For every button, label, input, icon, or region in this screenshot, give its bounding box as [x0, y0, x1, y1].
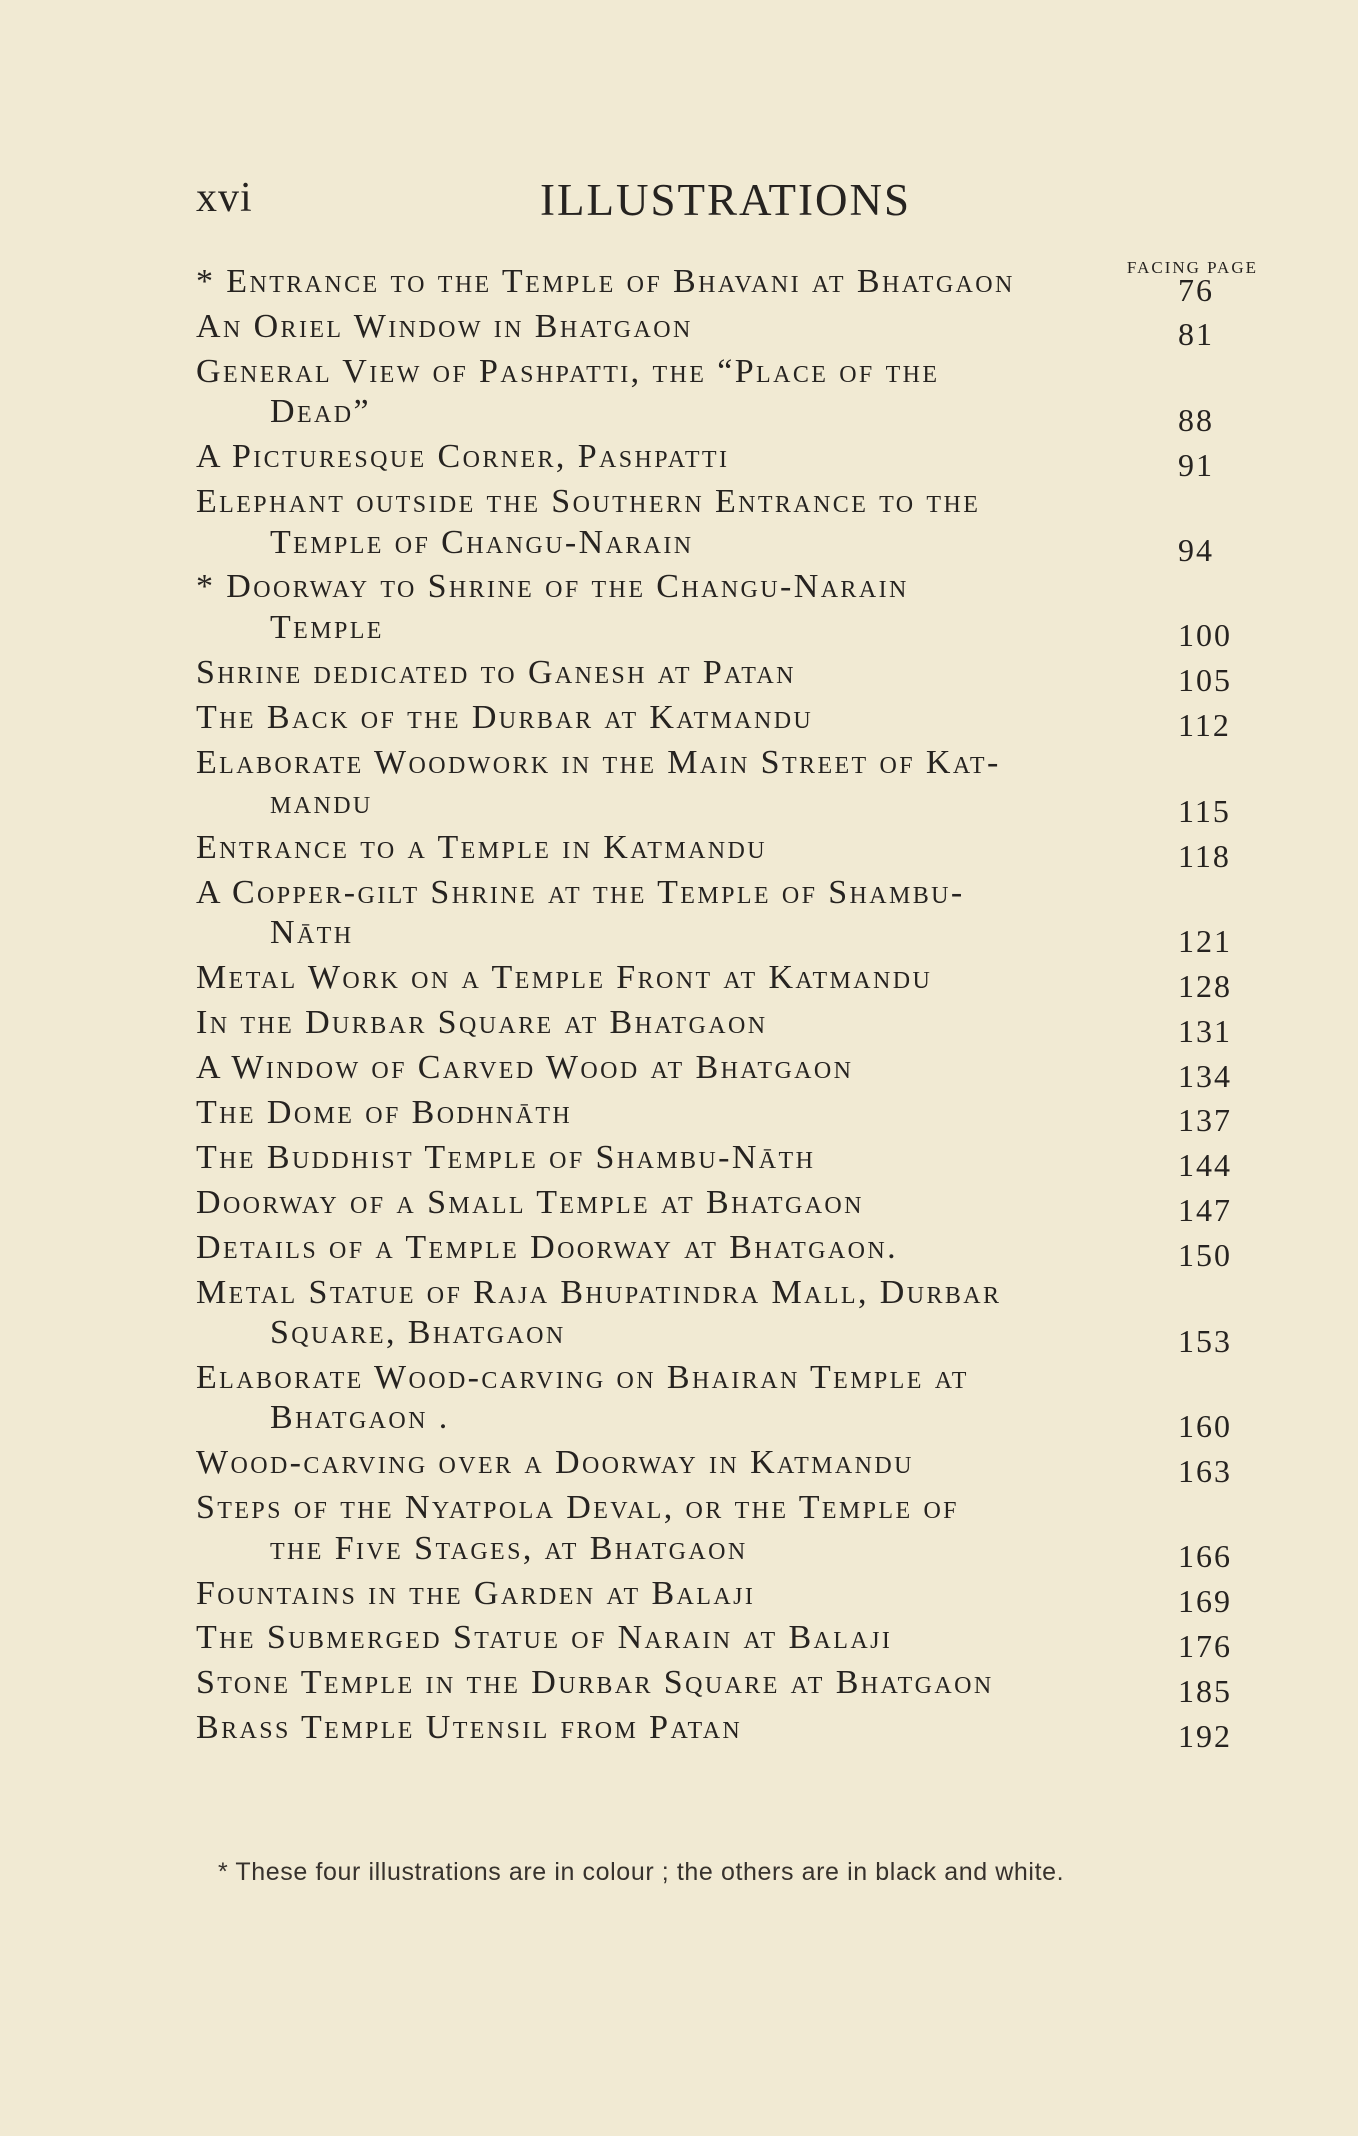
facing-page-number: 112: [1178, 707, 1231, 744]
page-title: ILLUSTRATIONS: [540, 175, 911, 225]
facing-page-number: 137: [1178, 1102, 1232, 1139]
entry-title-text: Elephant outside the Southern Entrance to the: [196, 483, 981, 521]
illustration-entry: [196, 352, 1258, 438]
entry-title-text: The Buddhist Temple of Shambu-Nāth: [196, 1138, 816, 1176]
entry-title-text: Nāth: [270, 914, 354, 952]
entry-line: [196, 1183, 1168, 1224]
entry-title-text: The Submerged Statue of Narain at Balaji: [196, 1619, 893, 1657]
entry-title-text: Metal Statue of Raja Bhupatindra Mall, Durbar: [196, 1273, 1002, 1311]
facing-page-number: 147: [1178, 1192, 1232, 1229]
entry-title-text: Dead”: [270, 393, 371, 431]
facing-page-number: 166: [1178, 1538, 1232, 1575]
facing-page-number: 100: [1178, 617, 1232, 654]
entry-title-text: * Entrance to the Temple of Bhavani at Bhatgaon: [196, 263, 1015, 300]
illustration-entry: [196, 262, 1258, 308]
entry-line: [196, 1358, 1168, 1399]
illustration-entry: [196, 1663, 1258, 1709]
entry-title-text: Doorway of a Small Temple at Bhatgaon: [196, 1183, 864, 1221]
entry-line: [196, 608, 1242, 649]
illustration-entry: [196, 1443, 1258, 1489]
entry-title-text: Temple of Changu-Narain: [270, 523, 694, 561]
page-header: [196, 174, 1258, 234]
illustrations-list: [196, 262, 1258, 1753]
facing-page-number: 121: [1178, 922, 1232, 959]
entry-line: [196, 262, 1168, 303]
entry-title-text: A Window of Carved Wood at Bhatgaon: [196, 1049, 854, 1087]
entry-title-text: Temple: [270, 608, 384, 646]
entry-title-text: Entrance to a Temple in Katmandu: [196, 829, 767, 867]
facing-page-number: 115: [1178, 792, 1231, 829]
entry-line: [196, 1003, 1168, 1044]
facing-page-number: 76: [1178, 271, 1214, 308]
entry-title-text: Steps of the Nyatpola Deval, or the Temple of: [196, 1489, 959, 1527]
entry-title-text: An Oriel Window in Bhatgaon: [196, 307, 693, 345]
entry-line: [196, 1273, 1168, 1314]
entry-title-text: A Copper-gilt Shrine at the Temple of Shambu-: [196, 873, 965, 911]
entry-line: [196, 1048, 1168, 1089]
illustration-entry: [196, 1618, 1258, 1664]
illustration-entry: [196, 698, 1258, 744]
illustration-entry: [196, 1138, 1258, 1184]
entry-title-text: Elaborate Woodwork in the Main Street of Kat-: [196, 743, 1001, 781]
illustration-entry: [196, 437, 1258, 483]
entry-line: [196, 1708, 1168, 1749]
entry-title-text: mandu: [270, 784, 373, 822]
facing-page-number: 150: [1178, 1237, 1232, 1274]
entry-line: [196, 783, 1242, 824]
entry-title-text: Bhatgaon .: [270, 1399, 450, 1437]
illustration-entry: [196, 1093, 1258, 1139]
entry-title-text: Fountains in the Garden at Balaji: [196, 1574, 756, 1612]
illustration-entry: [196, 307, 1258, 353]
entry-line: [196, 1663, 1168, 1704]
entry-line: [196, 1574, 1168, 1615]
footnote: * These four illustrations are in colour ; the others are in black and white.: [218, 1858, 1065, 1886]
facing-page-number: 128: [1178, 967, 1232, 1004]
entry-line: [196, 1618, 1168, 1659]
entry-line: [196, 828, 1168, 869]
entry-title-text: Elaborate Wood-carving on Bhairan Temple at: [196, 1358, 969, 1396]
entry-title-text: Brass Temple Utensil from Patan: [196, 1709, 743, 1747]
entry-title-text: Shrine dedicated to Ganesh at Patan: [196, 653, 796, 691]
illustration-entry: [196, 1708, 1258, 1754]
facing-page-number: 134: [1178, 1057, 1232, 1094]
entry-line: [196, 482, 1168, 523]
entry-line: [196, 1529, 1242, 1570]
facing-page-number: 160: [1178, 1407, 1232, 1444]
illustration-entry: [196, 1574, 1258, 1620]
illustration-entry: [196, 828, 1258, 874]
entry-title-text: Wood-carving over a Doorway in Katmandu: [196, 1444, 914, 1482]
illustration-entry: [196, 1003, 1258, 1049]
entry-line: [196, 698, 1168, 739]
entry-title-text: Metal Work on a Temple Front at Katmandu: [196, 959, 933, 997]
facing-page-number: 94: [1178, 532, 1214, 569]
entry-line: [196, 523, 1242, 564]
entry-line: [196, 352, 1168, 393]
entry-line: [196, 913, 1242, 954]
entry-line: [196, 437, 1168, 478]
page-number: xvi: [196, 175, 253, 221]
entry-line: [196, 1398, 1242, 1439]
illustration-entry: [196, 1273, 1258, 1359]
entry-title-text: In the Durbar Square at Bhatgaon: [196, 1004, 768, 1042]
facing-page-number: 105: [1178, 662, 1232, 699]
facing-page-number: 185: [1178, 1672, 1232, 1709]
entry-title-text: * Doorway to Shrine of the Changu-Narain: [196, 568, 909, 606]
entry-title-text: Square, Bhatgaon: [270, 1314, 566, 1352]
entry-line: [196, 1228, 1168, 1269]
entry-line: [196, 1313, 1242, 1354]
facing-page-number: 192: [1178, 1717, 1232, 1754]
facing-page-number: 144: [1178, 1147, 1232, 1184]
illustration-entry: [196, 1358, 1258, 1444]
entry-line: [196, 1488, 1168, 1529]
entry-title-text: General View of Pashpatti, the “Place of the: [196, 352, 940, 390]
facing-page-number: 88: [1178, 401, 1214, 438]
illustration-entry: [196, 743, 1258, 829]
entry-title-text: The Dome of Bodhnāth: [196, 1093, 573, 1131]
entry-line: [196, 307, 1168, 348]
entry-line: [196, 653, 1168, 694]
entry-title-text: The Back of the Durbar at Katmandu: [196, 698, 814, 736]
entry-line: [196, 1443, 1168, 1484]
illustration-entry: [196, 958, 1258, 1004]
entry-line: [196, 1093, 1168, 1134]
facing-page-label: FACING PAGE: [1126, 258, 1258, 277]
illustration-entry: [196, 1048, 1258, 1094]
facing-page-number: 176: [1178, 1627, 1232, 1664]
illustration-entry: [196, 567, 1258, 654]
illustration-entry: [196, 1183, 1258, 1229]
facing-page-number: 118: [1178, 837, 1231, 874]
entry-line: [196, 958, 1168, 999]
facing-page-number: 131: [1178, 1012, 1232, 1049]
entry-title-text: Details of a Temple Doorway at Bhatgaon.: [196, 1228, 898, 1266]
illustration-entry: [196, 482, 1258, 569]
illustration-entry: [196, 873, 1258, 959]
entry-line: [196, 873, 1168, 914]
facing-page-number: 81: [1178, 316, 1214, 353]
facing-page-number: 169: [1178, 1583, 1232, 1620]
entry-line: [196, 392, 1242, 433]
entry-line: [196, 567, 1168, 608]
facing-page-number: 91: [1178, 446, 1214, 483]
illustration-entry: [196, 653, 1258, 699]
entry-line: [196, 1138, 1168, 1179]
entry-title-text: Stone Temple in the Durbar Square at Bhatgaon: [196, 1664, 994, 1702]
illustration-entry: [196, 1228, 1258, 1274]
entry-title-text: the Five Stages, at Bhatgaon: [270, 1529, 748, 1567]
facing-page-number: 153: [1178, 1322, 1232, 1359]
entry-line: [196, 743, 1168, 784]
illustration-entry: [196, 1488, 1258, 1575]
entry-title-text: A Picturesque Corner, Pashpatti: [196, 438, 730, 476]
facing-page-number: 163: [1178, 1452, 1232, 1489]
